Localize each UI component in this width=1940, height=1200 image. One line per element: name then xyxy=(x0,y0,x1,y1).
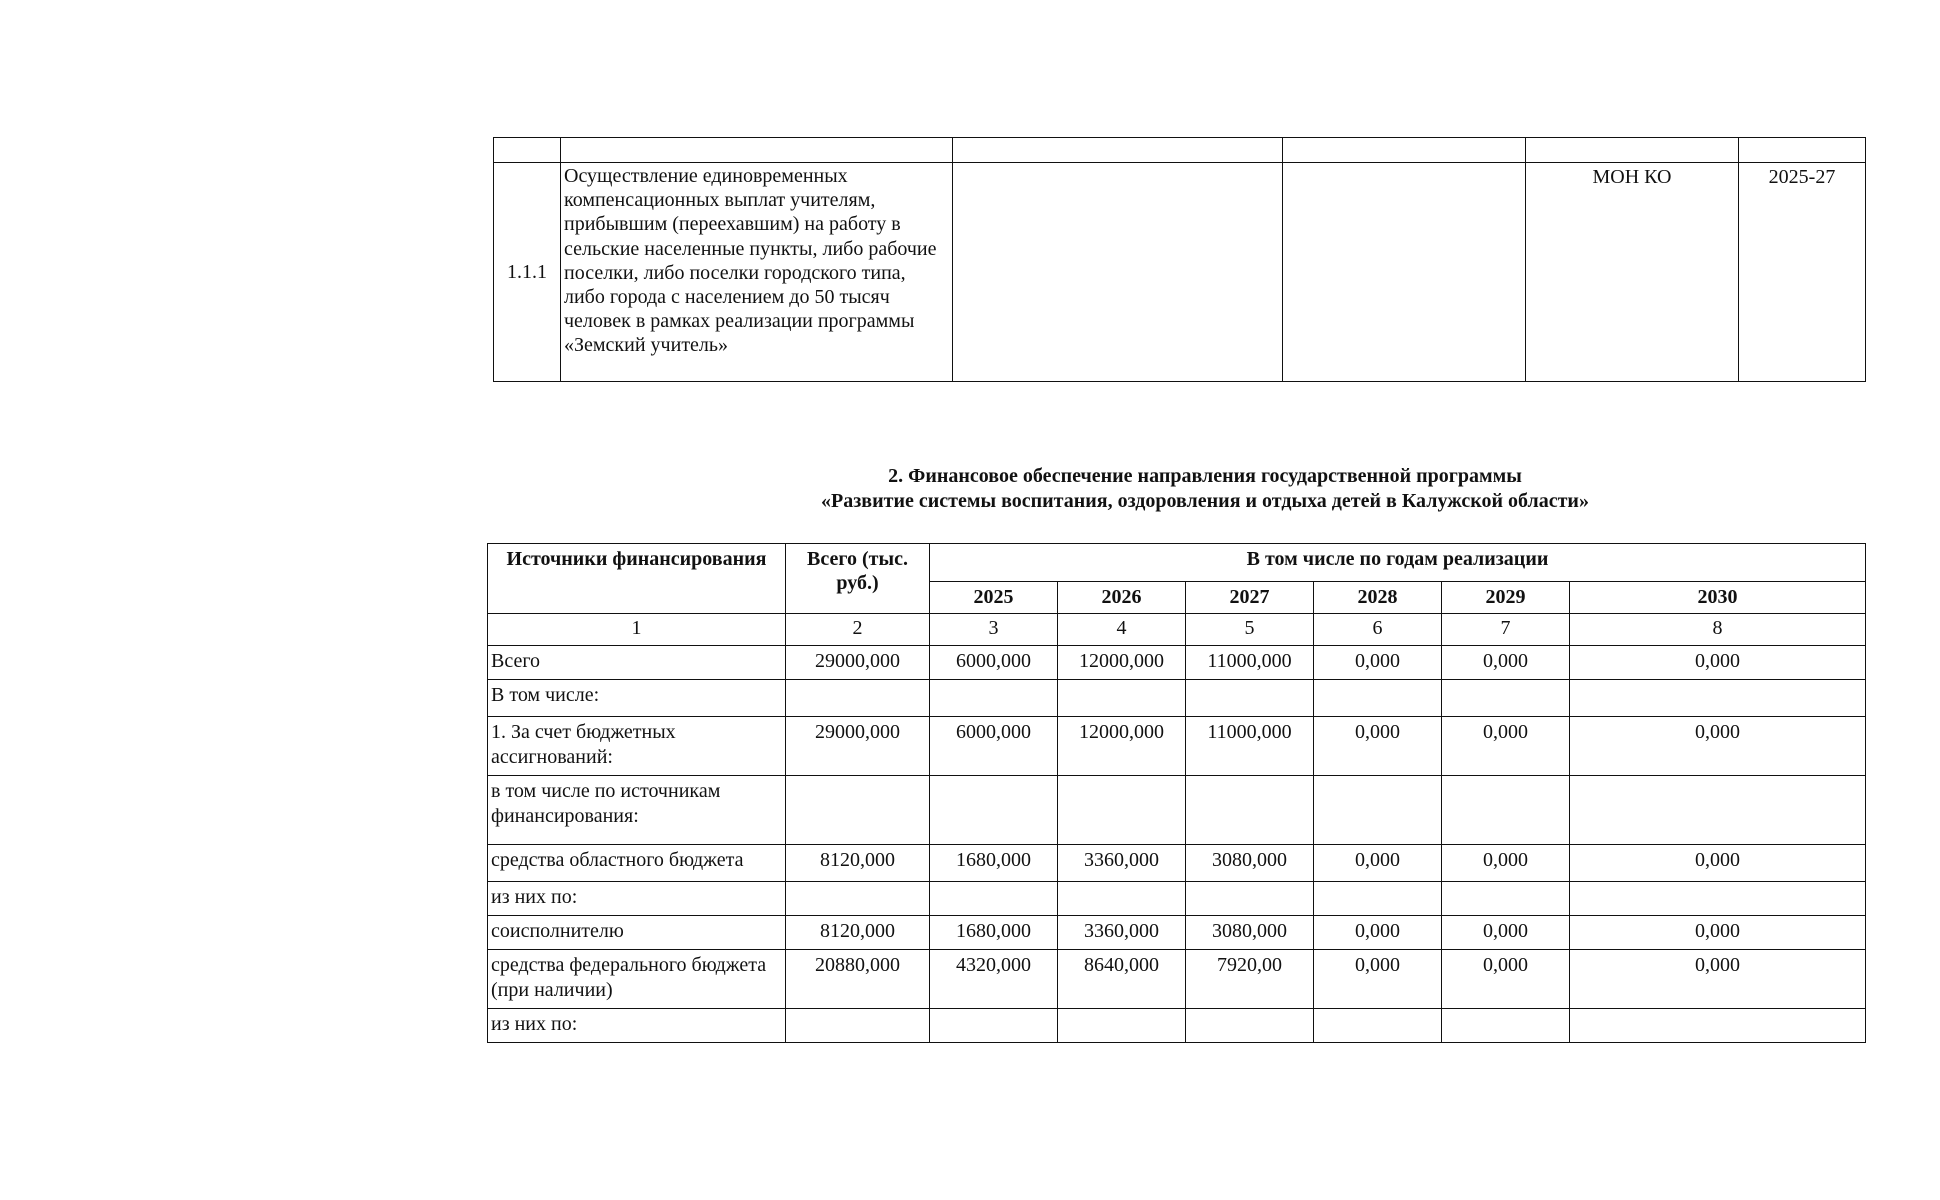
finance-row-year-value: 0,000 xyxy=(1442,845,1570,882)
finance-row-year-value xyxy=(930,680,1058,717)
finance-row xyxy=(488,950,1866,1009)
finance-row-year-value xyxy=(1186,1009,1314,1043)
year-header-2027: 2027 xyxy=(1186,582,1314,614)
finance-row-year-value: 6000,000 xyxy=(930,646,1058,680)
activity-col3 xyxy=(953,163,1283,382)
finance-row-year-value: 0,000 xyxy=(1314,950,1442,1009)
activity-executor: МОН КО xyxy=(1526,163,1739,382)
year-header-2026: 2026 xyxy=(1058,582,1186,614)
finance-row-total xyxy=(786,1009,930,1043)
finance-row-year-value: 7920,00 xyxy=(1186,950,1314,1009)
finance-row-year-value: 0,000 xyxy=(1442,916,1570,950)
finance-row-label: 1. За счет бюджетных ассигнований: xyxy=(488,717,786,776)
finance-row xyxy=(488,717,1866,776)
finance-row-year-value: 0,000 xyxy=(1570,916,1866,950)
finance-row-year-value xyxy=(1314,776,1442,845)
finance-row-year-value xyxy=(1058,680,1186,717)
year-header-2030: 2030 xyxy=(1570,582,1866,614)
finance-row-year-value xyxy=(930,882,1058,916)
activity-row xyxy=(494,163,1866,382)
finance-row-year-value: 0,000 xyxy=(1314,646,1442,680)
finance-row-year-value: 0,000 xyxy=(1314,717,1442,776)
finance-row xyxy=(488,916,1866,950)
finance-row-year-value xyxy=(1186,680,1314,717)
finance-row-year-value xyxy=(1058,1009,1186,1043)
activity-description: Осуществление единовременных компенсационных выплат учителям, прибывшим (переехавшим) на работу в сельские населенные пункты, либо рабочие поселки, либо поселки городского типа, либо города с населением до 50 тысяч человек в рамках реализации программы «Земский учитель» xyxy=(561,163,953,382)
finance-row-year-value: 3360,000 xyxy=(1058,845,1186,882)
finance-row-year-value xyxy=(930,776,1058,845)
finance-row-year-value xyxy=(1186,776,1314,845)
section-heading xyxy=(560,464,1850,514)
finance-row-label: из них по: xyxy=(488,882,786,916)
finance-row-total xyxy=(786,776,930,845)
finance-row-label: в том числе по источникам финансирования: xyxy=(488,776,786,845)
finance-row-label: В том числе: xyxy=(488,680,786,717)
activities-header-row xyxy=(494,138,1866,163)
finance-row-year-value xyxy=(1570,680,1866,717)
finance-row xyxy=(488,646,1866,680)
header-cell xyxy=(953,138,1283,163)
finance-row xyxy=(488,1009,1866,1043)
finance-row-year-value: 12000,000 xyxy=(1058,646,1186,680)
finance-row-label: соисполнителю xyxy=(488,916,786,950)
finance-row-year-value: 11000,000 xyxy=(1186,646,1314,680)
finance-row-year-value: 12000,000 xyxy=(1058,717,1186,776)
finance-row xyxy=(488,680,1866,717)
finance-row-total: 20880,000 xyxy=(786,950,930,1009)
finance-row-year-value xyxy=(1570,1009,1866,1043)
header-cell xyxy=(1283,138,1526,163)
finance-row-year-value xyxy=(930,1009,1058,1043)
column-number: 5 xyxy=(1186,614,1314,646)
finance-row-year-value: 1680,000 xyxy=(930,916,1058,950)
finance-row xyxy=(488,845,1866,882)
column-number: 2 xyxy=(786,614,930,646)
section-heading-line1: 2. Финансовое обеспечение направления государственной программы xyxy=(888,465,1522,487)
finance-row-year-value: 3360,000 xyxy=(1058,916,1186,950)
finance-row-total xyxy=(786,680,930,717)
finance-row-year-value xyxy=(1058,882,1186,916)
column-number: 8 xyxy=(1570,614,1866,646)
finance-row-total: 29000,000 xyxy=(786,646,930,680)
finance-row-year-value: 0,000 xyxy=(1570,646,1866,680)
finance-row-label: Всего xyxy=(488,646,786,680)
section-heading-line2: «Развитие системы воспитания, оздоровления и отдыха детей в Калужской области» xyxy=(821,490,1589,512)
column-number: 4 xyxy=(1058,614,1186,646)
finance-row-label: из них по: xyxy=(488,1009,786,1043)
finance-row-total: 29000,000 xyxy=(786,717,930,776)
finance-row-total: 8120,000 xyxy=(786,845,930,882)
column-number: 3 xyxy=(930,614,1058,646)
col-years-group-header: В том числе по годам реализации xyxy=(930,544,1866,582)
finance-row-label: средства федерального бюджета (при наличии) xyxy=(488,950,786,1009)
finance-row-year-value: 0,000 xyxy=(1442,717,1570,776)
activity-number: 1.1.1 xyxy=(494,163,561,382)
finance-row-year-value: 0,000 xyxy=(1442,646,1570,680)
year-header-2029: 2029 xyxy=(1442,582,1570,614)
finance-row xyxy=(488,776,1866,845)
finance-row-year-value: 3080,000 xyxy=(1186,845,1314,882)
column-number: 6 xyxy=(1314,614,1442,646)
activities-table xyxy=(493,137,1866,382)
year-header-2028: 2028 xyxy=(1314,582,1442,614)
finance-row-year-value xyxy=(1058,776,1186,845)
finance-table xyxy=(487,543,1866,1043)
finance-row-total: 8120,000 xyxy=(786,916,930,950)
finance-header-row xyxy=(488,544,1866,582)
column-number: 1 xyxy=(488,614,786,646)
finance-row-year-value xyxy=(1570,776,1866,845)
finance-row-year-value: 3080,000 xyxy=(1186,916,1314,950)
finance-row-year-value xyxy=(1442,680,1570,717)
header-cell xyxy=(1739,138,1866,163)
finance-row-label: средства областного бюджета xyxy=(488,845,786,882)
finance-row-year-value: 8640,000 xyxy=(1058,950,1186,1009)
finance-row-year-value xyxy=(1186,882,1314,916)
column-number: 7 xyxy=(1442,614,1570,646)
finance-row-year-value: 1680,000 xyxy=(930,845,1058,882)
finance-row-year-value xyxy=(1314,680,1442,717)
finance-row-year-value: 11000,000 xyxy=(1186,717,1314,776)
finance-row-year-value xyxy=(1442,776,1570,845)
finance-row-year-value xyxy=(1442,882,1570,916)
finance-row-year-value xyxy=(1314,1009,1442,1043)
col-source-header: Источники финансирования xyxy=(488,544,786,614)
column-number-row xyxy=(488,614,1866,646)
finance-row-year-value: 6000,000 xyxy=(930,717,1058,776)
finance-row-year-value: 0,000 xyxy=(1314,845,1442,882)
activity-period: 2025-27 xyxy=(1739,163,1866,382)
finance-row-year-value: 0,000 xyxy=(1570,717,1866,776)
activity-col4 xyxy=(1283,163,1526,382)
finance-row-year-value xyxy=(1314,882,1442,916)
header-cell xyxy=(561,138,953,163)
header-cell xyxy=(1526,138,1739,163)
finance-row-year-value xyxy=(1570,882,1866,916)
finance-row-year-value: 0,000 xyxy=(1570,845,1866,882)
finance-row-total xyxy=(786,882,930,916)
finance-row-year-value xyxy=(1442,1009,1570,1043)
year-header-2025: 2025 xyxy=(930,582,1058,614)
header-cell xyxy=(494,138,561,163)
finance-row-year-value: 4320,000 xyxy=(930,950,1058,1009)
finance-row-year-value: 0,000 xyxy=(1314,916,1442,950)
finance-row xyxy=(488,882,1866,916)
col-total-header: Всего (тыс. руб.) xyxy=(786,544,930,614)
finance-row-year-value: 0,000 xyxy=(1570,950,1866,1009)
finance-row-year-value: 0,000 xyxy=(1442,950,1570,1009)
